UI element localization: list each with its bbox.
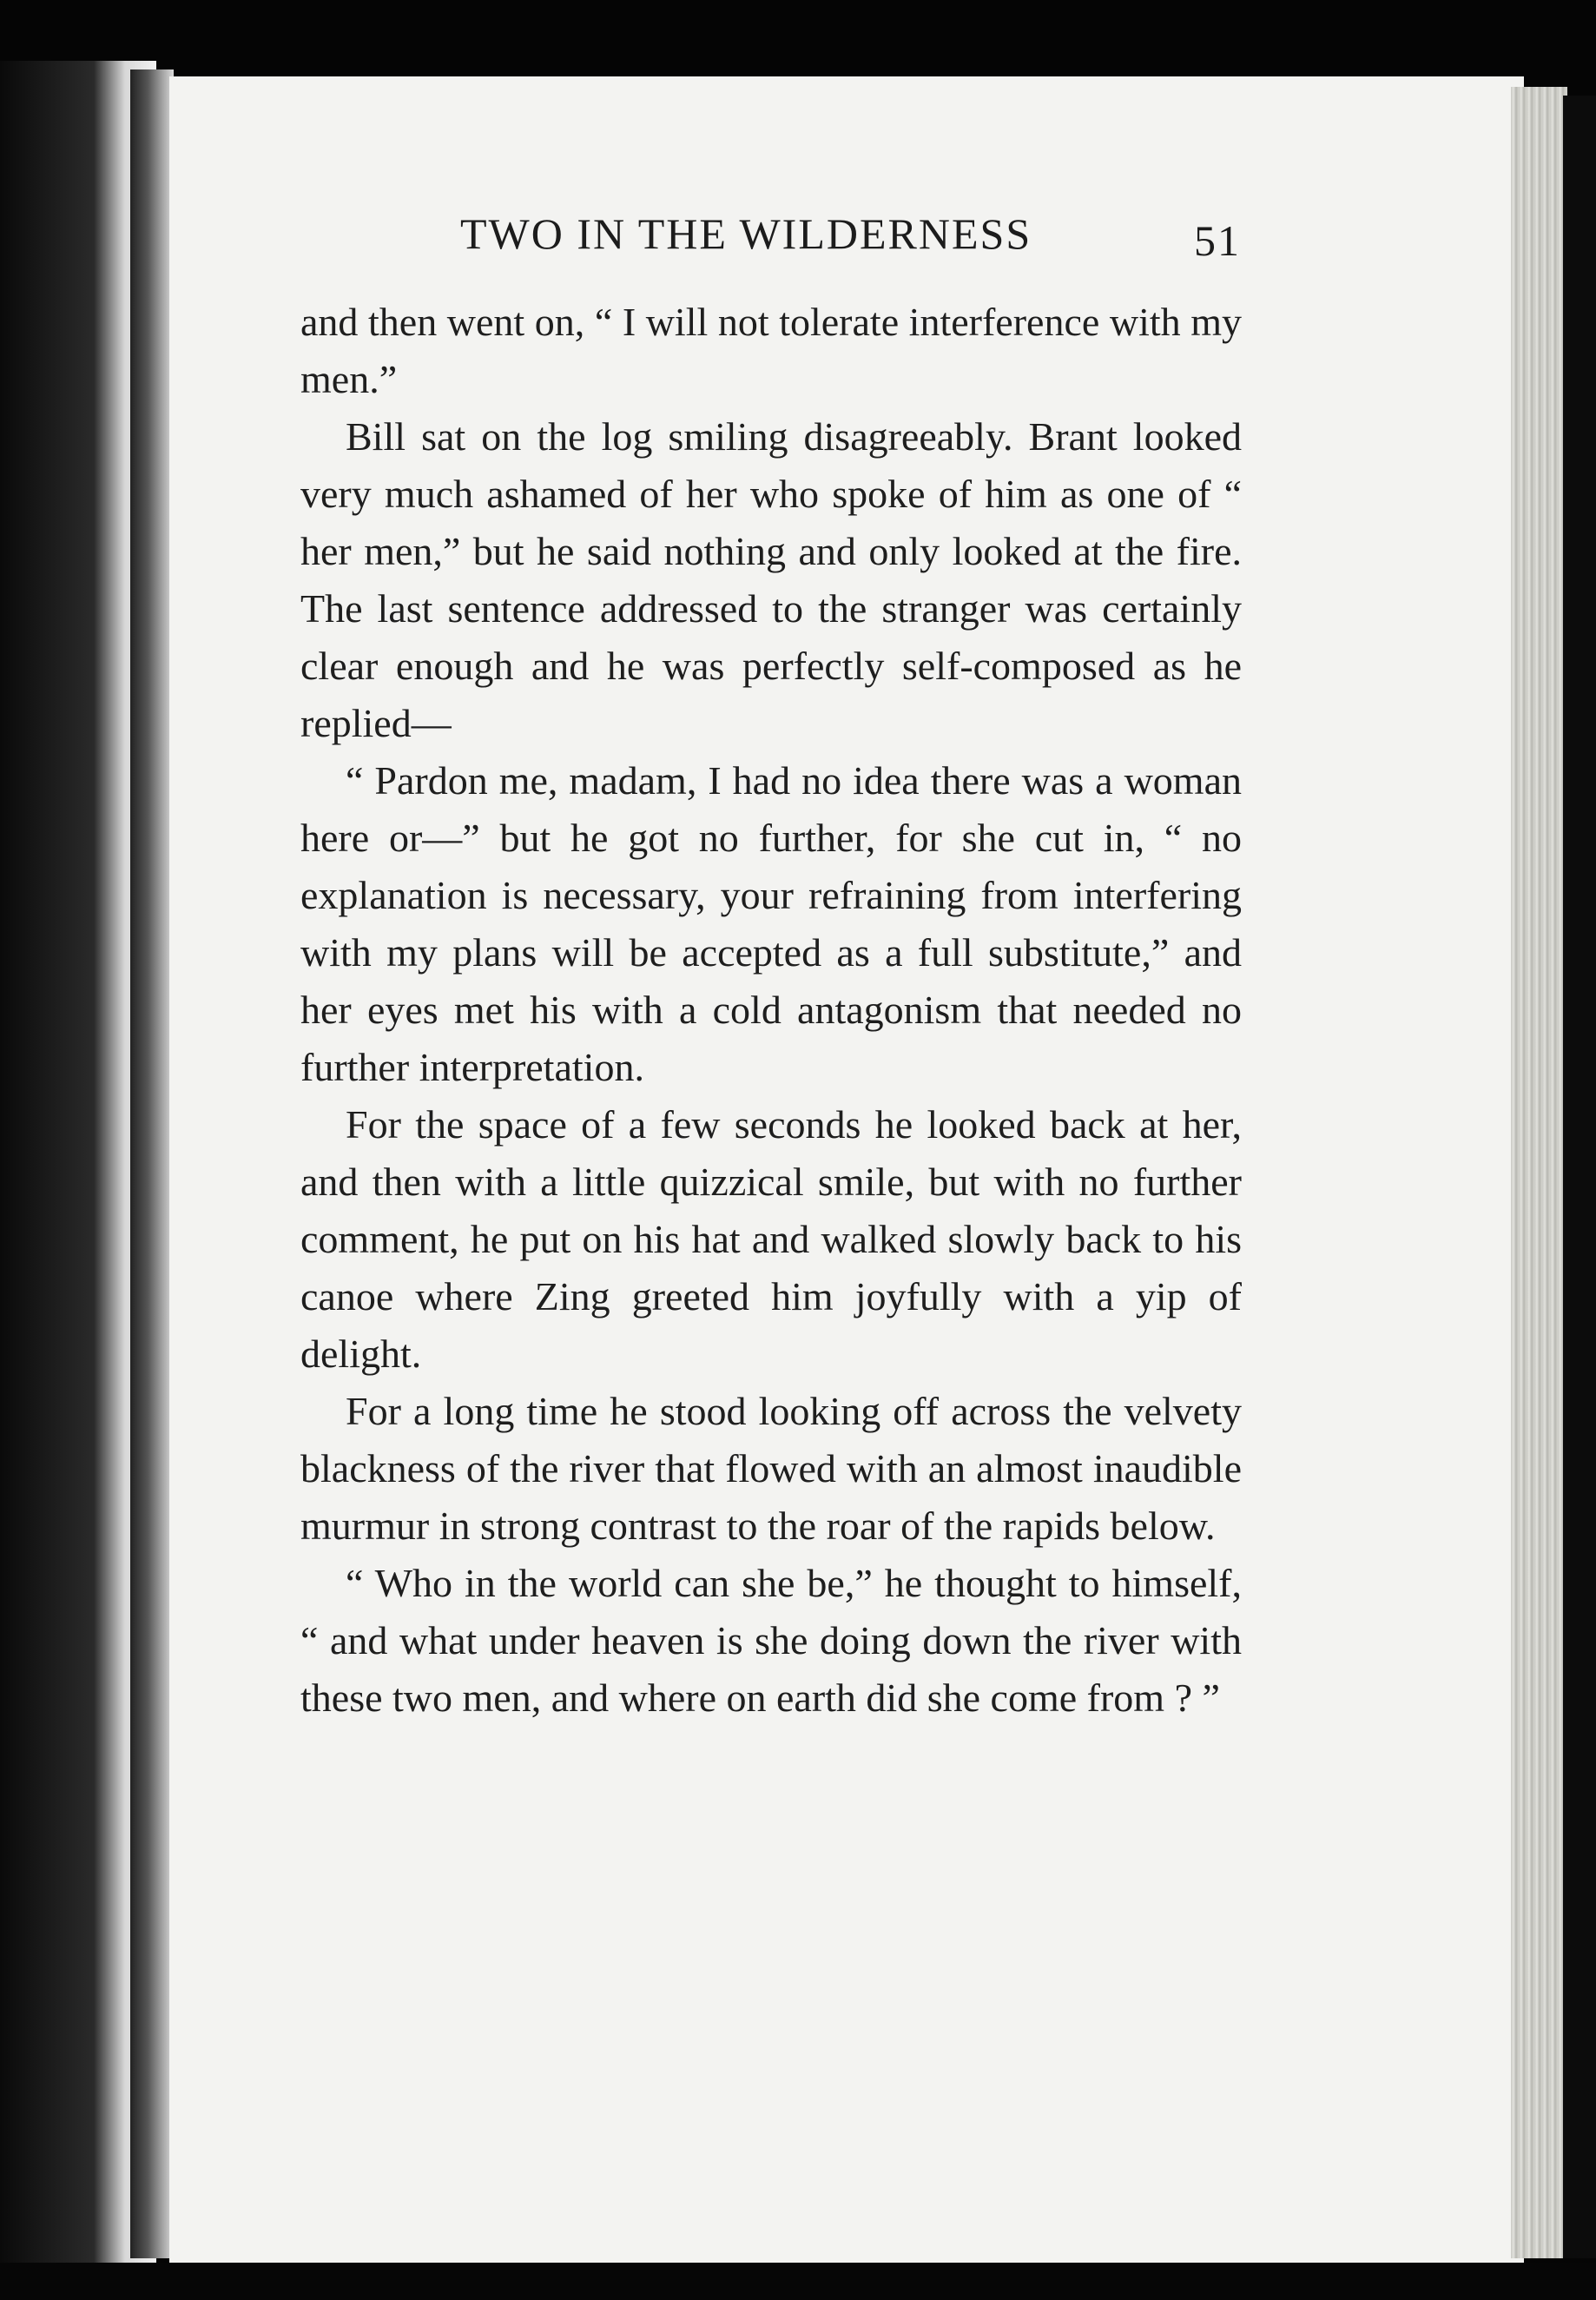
paragraph: “ Pardon me, madam, I had no idea there was a woman here or—” but he got no further, for she cut in, “ no explanation is necessary, your refraining from interfering with my plans will be accepted as a full substitute,” and her eyes met his with a cold antagonism that needed no further interpretation. bbox=[300, 758, 1242, 1089]
running-title: TWO IN THE WILDERNESS bbox=[460, 209, 1032, 258]
running-head bbox=[295, 208, 1250, 269]
page-number: 51 bbox=[1194, 216, 1241, 265]
scan-border-bottom bbox=[0, 2263, 1596, 2300]
scan-border-right bbox=[1563, 96, 1596, 2258]
body-text bbox=[300, 294, 1242, 1727]
paragraph: For a long time he stood looking off across the velvety blackness of the river that flowed with an almost inaudible murmur in strong contrast to the roar of the rapids below. bbox=[300, 1389, 1242, 1548]
page-stack-edge bbox=[1511, 87, 1567, 2258]
gutter-shadow bbox=[130, 69, 174, 2258]
paragraph: and then went on, “ I will not tolerate interference with my men.” bbox=[300, 300, 1242, 401]
paragraph: “ Who in the world can she be,” he thought to himself, “ and what under heaven is she doing down the river with these two men, and where on earth did she come from ? ” bbox=[300, 1561, 1242, 1720]
paragraph: Bill sat on the log smiling disagreeably. Brant looked very much ashamed of her who spoke of him as one of “ her men,” but he said nothing and only looked at the fire. The last sentence addressed to the stranger was certainly clear enough and he was perfectly self-composed as he replied— bbox=[300, 414, 1242, 745]
paragraph: For the space of a few seconds he looked back at her, and then with a little quizzical smile, but with no further comment, he put on his hat and walked slowly back to his canoe where Zing greeted him joyfully with a yip of delight. bbox=[300, 1102, 1242, 1376]
